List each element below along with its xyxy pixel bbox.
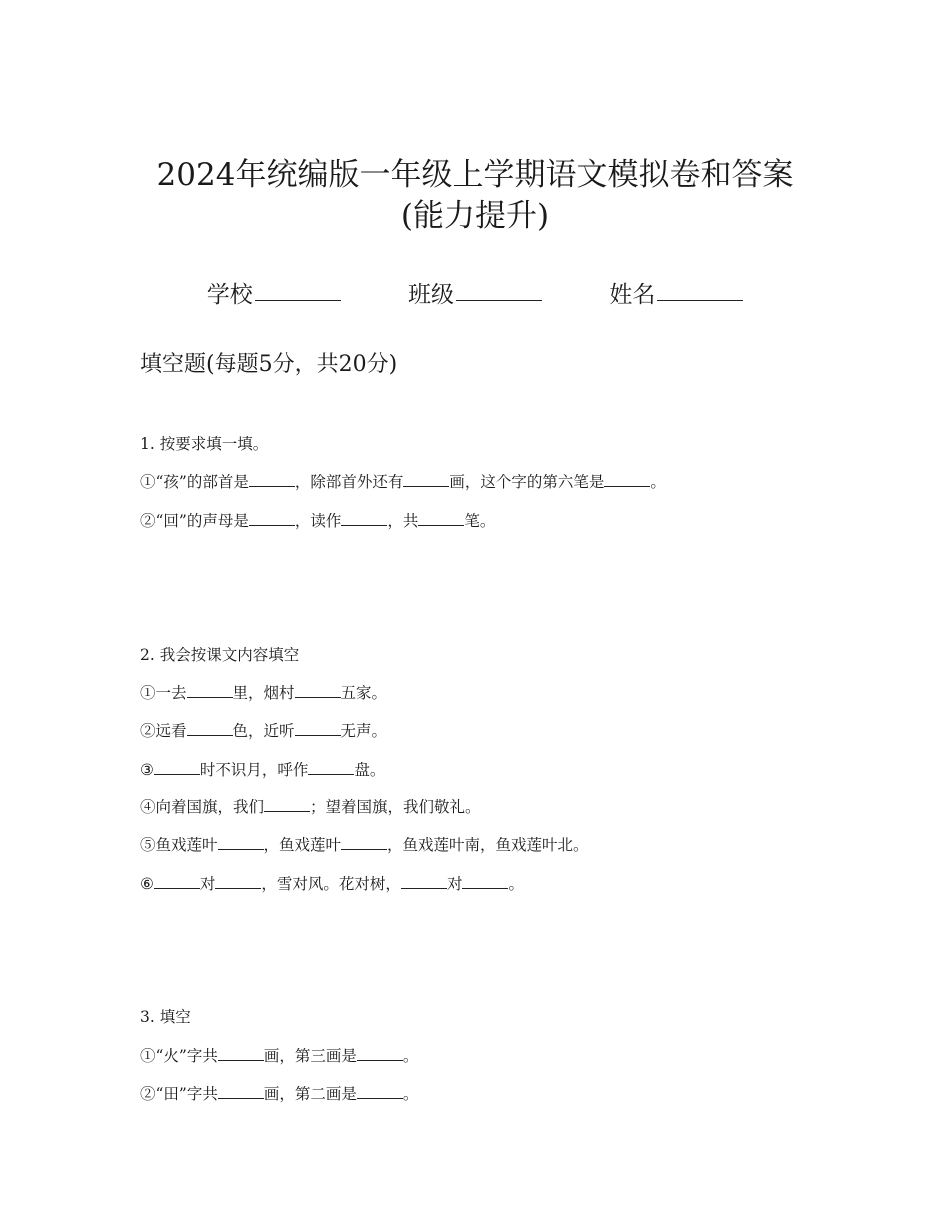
name-field [609,276,743,309]
school-field [207,276,341,309]
answer-blank[interactable] [249,512,295,526]
school-blank[interactable] [255,299,341,301]
answer-blank[interactable] [308,761,354,775]
answer-blank[interactable] [187,722,233,736]
q2-heading: 2. 我会按课文内容填空 [140,646,300,664]
answer-blank[interactable] [462,875,508,889]
answer-blank[interactable] [418,512,464,526]
answer-blank[interactable] [295,722,341,736]
q2-line-6: ⑥ 对 ，雪对风。花对树， 对 。 [140,875,524,893]
section-title: 填空题(每题5分，共20分) [140,352,398,377]
answer-blank[interactable] [187,684,233,698]
answer-blank[interactable] [604,473,650,487]
school-label: 学校 [206,282,253,308]
answer-blank[interactable] [341,836,387,850]
answer-blank[interactable] [154,761,200,775]
answer-blank[interactable] [357,1047,403,1061]
answer-blank[interactable] [357,1085,403,1099]
answer-blank[interactable] [215,875,261,889]
q3-line-1: ①“火”字共 画，第三画是 。 [140,1047,419,1065]
q2-line-4: ④向着国旗，我们 ；望着国旗，我们敬礼。 [140,798,481,816]
q1-line-1: ①“孩”的部首是 ，除部首外还有 画，这个字的第六笔是 。 [140,473,666,491]
student-info [0,276,950,309]
q2-line-1: ①一去 里，烟村 五家。 [140,684,388,702]
class-field [408,276,542,309]
class-label: 班级 [408,282,454,308]
answer-blank[interactable] [218,1085,264,1099]
q3-heading: 3. 填空 [140,1008,191,1026]
answer-blank[interactable] [249,473,295,487]
name-label: 姓名 [609,282,656,308]
answer-blank[interactable] [341,512,387,526]
q2-line-2: ②远看 色，近听 无声。 [140,722,388,740]
class-blank[interactable] [456,299,542,301]
q1-line-2: ②“回”的声母是 ，读作 ，共 笔。 [140,512,496,530]
q2-line-3: ③ 时不识月，呼作 盘。 [140,761,386,779]
answer-blank[interactable] [401,875,447,889]
answer-blank[interactable] [403,473,449,487]
answer-blank[interactable] [295,684,341,698]
answer-blank[interactable] [218,1047,264,1061]
answer-blank[interactable] [218,836,264,850]
q3-line-2: ②“田”字共 画，第二画是 。 [140,1085,419,1103]
title-line-2: (能力提升) [400,198,550,234]
q1-heading: 1. 按要求填一填。 [140,435,269,453]
title-line-1: 2024年统编版一年级上学期语文模拟卷和答案 [156,157,794,193]
q2-line-5: ⑤鱼戏莲叶 ，鱼戏莲叶 ，鱼戏莲叶南，鱼戏莲叶北。 [140,836,589,854]
answer-blank[interactable] [264,798,310,812]
answer-blank[interactable] [154,875,200,889]
name-blank[interactable] [657,299,743,301]
